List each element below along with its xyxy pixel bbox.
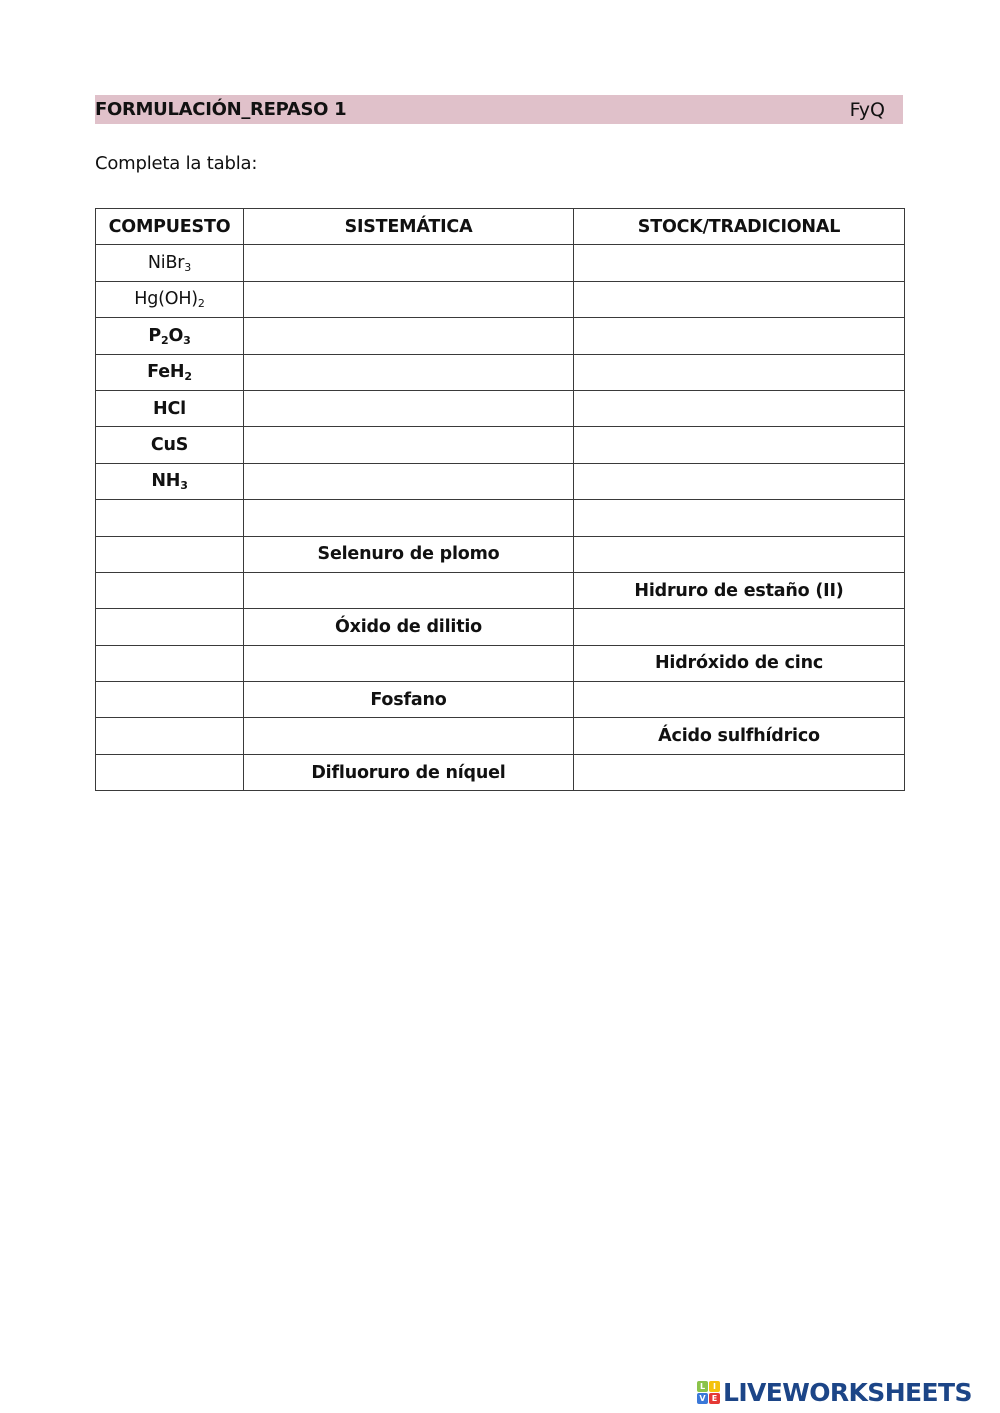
table-row (96, 354, 905, 390)
stock-name-cell: Hidruro de estaño (II) (574, 572, 905, 608)
table-row (96, 572, 905, 608)
logo-tile: E (709, 1393, 720, 1404)
table-header-row (96, 209, 905, 245)
compound-answer-cell[interactable] (96, 718, 244, 754)
sistematica-answer-cell[interactable] (244, 245, 574, 281)
table-body (96, 245, 905, 791)
table-row (96, 536, 905, 572)
instruction-text: Completa la tabla: (95, 153, 258, 174)
sistematica-answer-cell[interactable] (244, 390, 574, 426)
sistematica-answer-cell[interactable] (244, 463, 574, 499)
stock-answer-cell[interactable] (574, 245, 905, 281)
liveworksheets-logo (697, 1378, 972, 1407)
compound-answer-cell[interactable] (96, 754, 244, 790)
sistematica-answer-cell[interactable] (244, 281, 574, 317)
compound-formula-cell: CuS (96, 427, 244, 463)
table-row (96, 463, 905, 499)
sistematica-name-cell: Fosfano (244, 682, 574, 718)
worksheet-title-bar (95, 95, 903, 124)
stock-answer-cell[interactable] (574, 536, 905, 572)
table-row (96, 500, 905, 536)
stock-answer-cell[interactable] (574, 609, 905, 645)
column-header-stock: STOCK/TRADICIONAL (574, 209, 905, 245)
table-row (96, 609, 905, 645)
table-row (96, 390, 905, 426)
compound-formula-cell: $P_2O_3$ (96, 318, 244, 354)
compound-formula-cell: HCl (96, 390, 244, 426)
compound-formula-cell: $NH_3$ (96, 463, 244, 499)
table-row (96, 318, 905, 354)
logo-tile: L (697, 1381, 708, 1392)
stock-name-cell: Hidróxido de cinc (574, 645, 905, 681)
worksheet-title: FORMULACIÓN_REPASO 1 (95, 99, 347, 120)
compound-formula-cell: FeH$_2$ (96, 354, 244, 390)
sistematica-answer-cell[interactable] (244, 318, 574, 354)
sistematica-answer-cell[interactable] (244, 354, 574, 390)
table-row (96, 281, 905, 317)
logo-tile: V (697, 1393, 708, 1404)
sistematica-answer-cell[interactable] (244, 718, 574, 754)
sistematica-answer-cell[interactable] (244, 645, 574, 681)
column-header-sistematica: SISTEMÁTICA (244, 209, 574, 245)
compound-formula-cell: NiBr$_3$ (96, 245, 244, 281)
compound-answer-cell[interactable] (96, 500, 244, 536)
table-row (96, 754, 905, 790)
stock-answer-cell[interactable] (574, 463, 905, 499)
table-row (96, 645, 905, 681)
stock-answer-cell[interactable] (574, 754, 905, 790)
compound-formula-cell: $Hg(OH)_2$ (96, 281, 244, 317)
sistematica-answer-cell[interactable] (244, 572, 574, 608)
table-row (96, 718, 905, 754)
stock-answer-cell[interactable] (574, 682, 905, 718)
sistematica-answer-cell[interactable] (244, 427, 574, 463)
sistematica-name-cell: Selenuro de plomo (244, 536, 574, 572)
subject-label: FyQ (849, 98, 885, 121)
sistematica-name-cell: Óxido de dilitio (244, 609, 574, 645)
table-row (96, 682, 905, 718)
logo-tile: I (709, 1381, 720, 1392)
stock-name-cell: Ácido sulfhídrico (574, 718, 905, 754)
compound-answer-cell[interactable] (96, 609, 244, 645)
stock-answer-cell[interactable] (574, 500, 905, 536)
sistematica-answer-cell[interactable] (244, 500, 574, 536)
stock-answer-cell[interactable] (574, 427, 905, 463)
formulation-table (95, 208, 905, 791)
sistematica-name-cell: Difluoruro de níquel (244, 754, 574, 790)
logo-text: LIVEWORKSHEETS (723, 1378, 972, 1407)
compound-answer-cell[interactable] (96, 572, 244, 608)
stock-answer-cell[interactable] (574, 354, 905, 390)
stock-answer-cell[interactable] (574, 318, 905, 354)
column-header-compuesto: COMPUESTO (96, 209, 244, 245)
table-row (96, 427, 905, 463)
compound-answer-cell[interactable] (96, 536, 244, 572)
table-row (96, 245, 905, 281)
live-tiles-icon (697, 1381, 720, 1404)
stock-answer-cell[interactable] (574, 281, 905, 317)
compound-answer-cell[interactable] (96, 682, 244, 718)
stock-answer-cell[interactable] (574, 390, 905, 426)
compound-answer-cell[interactable] (96, 645, 244, 681)
